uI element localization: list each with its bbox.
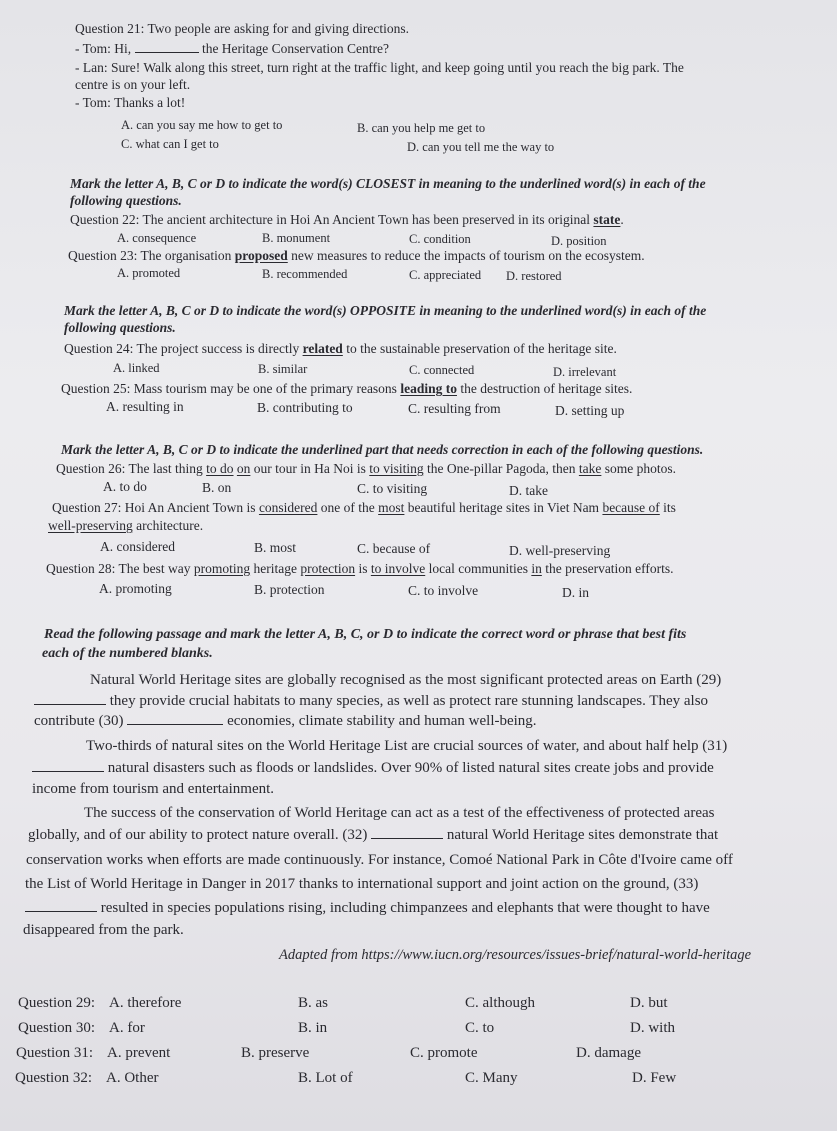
passage-line-12: disappeared from the park. bbox=[23, 922, 184, 938]
q28-option-c[interactable]: C. to involve bbox=[408, 583, 479, 598]
q29-option-a[interactable]: A. therefore bbox=[109, 995, 182, 1011]
passage-line-10: the List of World Heritage in Danger in 2017 thanks to international support and joint action on the ground, (33) bbox=[25, 876, 699, 892]
q27-t1: Question 27: Hoi An Ancient Town is bbox=[52, 500, 259, 515]
q26-t5: some photos. bbox=[601, 461, 677, 476]
q21-tom-text-a: - Tom: Hi, bbox=[75, 41, 132, 56]
blank-32 bbox=[371, 826, 443, 839]
q26-underlined-c: to visiting bbox=[369, 461, 424, 476]
q26-underlined-b: on bbox=[236, 461, 251, 476]
q22-pre: Question 22: The ancient architecture in Hoi An Ancient Town has been preserved in its original bbox=[70, 212, 594, 227]
q22-post: . bbox=[620, 212, 624, 227]
q27-option-b[interactable]: B. most bbox=[254, 540, 297, 555]
q24-option-a[interactable]: A. linked bbox=[113, 361, 160, 375]
q24-pre: Question 24: The project success is directly bbox=[64, 341, 303, 356]
q21-tom-line bbox=[75, 40, 389, 57]
q24-post: to the sustainable preservation of the heritage site. bbox=[342, 341, 617, 356]
passage-line-11 bbox=[25, 899, 710, 917]
opposite-instruction-1: Mark the letter A, B, C or D to indicate the word(s) OPPOSITE in meaning to the underlined word(s) in each of the bbox=[64, 303, 707, 318]
q26-stem bbox=[56, 461, 676, 477]
passage-line-5 bbox=[32, 759, 714, 777]
passage-source: Adapted from https://www.iucn.org/resources/issues-brief/natural-world-heritage bbox=[279, 947, 752, 963]
q27-t2: one of the bbox=[317, 500, 379, 515]
q23-option-b[interactable]: B. recommended bbox=[262, 267, 348, 281]
q27-underlined-d: well-preserving bbox=[48, 518, 133, 533]
q23-option-d[interactable]: D. restored bbox=[506, 269, 562, 283]
q26-underlined-a: to do bbox=[206, 461, 234, 476]
q23-stem bbox=[68, 248, 645, 264]
passage-line-6: income from tourism and entertainment. bbox=[32, 781, 275, 797]
q22-option-c[interactable]: C. condition bbox=[409, 232, 471, 246]
passage-line-2-text: they provide crucial habitats to many species, as well as protect rare stunning landscapes. They also bbox=[109, 693, 709, 709]
passage-line-8b: natural World Heritage sites demonstrate that bbox=[446, 827, 719, 843]
q28-option-a[interactable]: A. promoting bbox=[99, 581, 172, 596]
q22-stem bbox=[70, 212, 624, 228]
q23-option-a[interactable]: A. promoted bbox=[117, 266, 181, 280]
q24-option-d[interactable]: D. irrelevant bbox=[553, 365, 617, 379]
passage-line-5-text: natural disasters such as floods or landslides. Over 90% of listed natural sites create jobs and provide bbox=[107, 760, 714, 776]
q24-option-c[interactable]: C. connected bbox=[409, 363, 475, 377]
q21-option-b[interactable]: B. can you help me get to bbox=[357, 121, 486, 135]
q21-lan-line-1: - Lan: Sure! Walk along this street, turn right at the traffic light, and keep going until you reach the big park. The bbox=[75, 60, 684, 75]
q23-post: new measures to reduce the impacts of tourism on the ecosystem. bbox=[287, 248, 645, 263]
q29-label: Question 29: bbox=[18, 995, 96, 1011]
blank-30 bbox=[127, 712, 223, 725]
q26-t4: the One-pillar Pagoda, then bbox=[423, 461, 579, 476]
q30-option-d[interactable]: D. with bbox=[630, 1020, 675, 1036]
q26-option-d[interactable]: D. take bbox=[509, 483, 548, 498]
closest-instruction-1: Mark the letter A, B, C or D to indicate the word(s) CLOSEST in meaning to the underlined word(s) in each of the bbox=[70, 176, 706, 191]
q23-option-c[interactable]: C. appreciated bbox=[409, 268, 482, 282]
q25-underlined-phrase: leading to bbox=[400, 381, 457, 396]
passage-line-2 bbox=[34, 692, 708, 710]
q29-option-c[interactable]: C. although bbox=[465, 995, 535, 1011]
q28-t4: local communities bbox=[425, 561, 532, 576]
q21-option-c[interactable]: C. what can I get to bbox=[121, 137, 219, 151]
q22-underlined-word: state bbox=[593, 212, 621, 227]
q27-stem-1 bbox=[52, 500, 676, 516]
q28-underlined-c: to involve bbox=[370, 561, 426, 576]
q24-stem bbox=[64, 341, 617, 357]
q28-t2: heritage bbox=[250, 561, 301, 576]
q22-option-a[interactable]: A. consequence bbox=[117, 231, 197, 245]
closest-instruction-2: following questions. bbox=[70, 193, 182, 208]
q32-label: Question 32: bbox=[15, 1070, 93, 1086]
q21-tom-text-b: the Heritage Conservation Centre? bbox=[201, 41, 389, 56]
q28-t3: is bbox=[355, 561, 371, 576]
q26-t1: Question 26: The last thing bbox=[56, 461, 207, 476]
q29-option-d[interactable]: D. but bbox=[630, 995, 668, 1011]
q32-option-d[interactable]: D. Few bbox=[632, 1070, 677, 1086]
q27-option-c[interactable]: C. because of bbox=[357, 541, 431, 556]
q31-option-a[interactable]: A. prevent bbox=[107, 1045, 171, 1061]
q31-option-d[interactable]: D. damage bbox=[576, 1045, 641, 1061]
q25-post: the destruction of heritage sites. bbox=[456, 381, 633, 396]
q27-option-d[interactable]: D. well-preserving bbox=[509, 543, 611, 558]
blank-29 bbox=[34, 692, 106, 705]
opposite-instruction-2: following questions. bbox=[64, 320, 176, 335]
q25-pre: Question 25: Mass tourism may be one of the primary reasons bbox=[61, 381, 401, 396]
q21-tom-thanks: - Tom: Thanks a lot! bbox=[75, 95, 186, 110]
q21-option-a[interactable]: A. can you say me how to get to bbox=[121, 118, 283, 132]
q28-t1: Question 28: The best way bbox=[46, 561, 194, 576]
q21-option-d[interactable]: D. can you tell me the way to bbox=[407, 140, 555, 154]
q27-option-a[interactable]: A. considered bbox=[100, 539, 175, 554]
q21-stem: Question 21: Two people are asking for and giving directions. bbox=[75, 21, 409, 36]
passage-line-1: Natural World Heritage sites are globally recognised as the most significant protected areas on Earth (29) bbox=[90, 672, 722, 688]
q24-underlined-word: related bbox=[302, 341, 343, 356]
q26-t3: our tour in Ha Noi is bbox=[250, 461, 370, 476]
passage-line-9: conservation works when efforts are made continuously. For instance, Comoé National Park in Côte d'Ivoire came off bbox=[26, 852, 733, 868]
passage-line-4: Two-thirds of natural sites on the World Heritage List are crucial sources of water, and about half help (31) bbox=[86, 738, 728, 754]
q28-option-b[interactable]: B. protection bbox=[254, 582, 325, 597]
q26-option-c[interactable]: C. to visiting bbox=[357, 481, 428, 496]
q23-pre: Question 23: The organisation bbox=[68, 248, 235, 263]
q22-option-b[interactable]: B. monument bbox=[262, 231, 331, 245]
q27-underlined-b: most bbox=[378, 500, 405, 515]
q27-stem-2 bbox=[48, 518, 203, 534]
q32-option-b[interactable]: B. Lot of bbox=[298, 1070, 353, 1086]
q26-underlined-d: take bbox=[578, 461, 602, 476]
q28-underlined-a: promoting bbox=[193, 561, 251, 576]
passage-line-8a: globally, and of our ability to protect nature overall. (32) bbox=[28, 827, 368, 843]
q30-option-c[interactable]: C. to bbox=[465, 1020, 495, 1036]
q28-option-d[interactable]: D. in bbox=[562, 585, 589, 600]
q25-option-d[interactable]: D. setting up bbox=[555, 403, 625, 418]
q23-underlined-word: proposed bbox=[234, 248, 288, 263]
q25-option-c[interactable]: C. resulting from bbox=[408, 401, 501, 416]
q27-t3: beautiful heritage sites in Viet Nam bbox=[404, 500, 603, 515]
q25-stem bbox=[61, 381, 632, 397]
passage-instruction-1: Read the following passage and mark the letter A, B, C, or D to indicate the correct word or phrase that best fits bbox=[44, 627, 687, 642]
q31-label: Question 31: bbox=[16, 1045, 94, 1061]
q27-t4: its bbox=[659, 500, 676, 515]
q27-underlined-a: considered bbox=[258, 500, 318, 515]
q21-blank bbox=[135, 40, 199, 53]
q26-option-a[interactable]: A. to do bbox=[103, 479, 147, 494]
q28-underlined-b: protection bbox=[300, 561, 356, 576]
q27-t5: architecture. bbox=[132, 518, 204, 533]
passage-line-8 bbox=[28, 826, 718, 844]
q30-option-b[interactable]: B. in bbox=[298, 1020, 328, 1036]
passage-line-11-text: resulted in species populations rising, including chimpanzees and elephants that were thought to have bbox=[100, 900, 710, 916]
q22-option-d[interactable]: D. position bbox=[551, 234, 607, 248]
q29-option-b[interactable]: B. as bbox=[298, 995, 328, 1011]
q26-option-b[interactable]: B. on bbox=[202, 480, 232, 495]
q28-stem bbox=[46, 561, 674, 577]
q30-label: Question 30: bbox=[18, 1020, 96, 1036]
passage-line-3 bbox=[34, 712, 537, 730]
q28-underlined-d: in bbox=[531, 561, 542, 576]
q21-lan-line-2: centre is on your left. bbox=[75, 77, 191, 92]
q25-option-a[interactable]: A. resulting in bbox=[106, 399, 184, 414]
q32-option-c[interactable]: C. Many bbox=[465, 1070, 518, 1086]
correction-instruction: Mark the letter A, B, C or D to indicate the underlined part that needs correction in each of the following questions. bbox=[61, 442, 704, 457]
q32-option-a[interactable]: A. Other bbox=[106, 1070, 159, 1086]
q25-option-b[interactable]: B. contributing to bbox=[257, 400, 353, 415]
blank-31 bbox=[32, 759, 104, 772]
blank-33 bbox=[25, 899, 97, 912]
q24-option-b[interactable]: B. similar bbox=[258, 362, 308, 376]
q27-underlined-c: because of bbox=[602, 500, 660, 515]
q28-t5: the preservation efforts. bbox=[541, 561, 674, 576]
passage-line-7: The success of the conservation of World Heritage can act as a test of the effectiveness of protected areas bbox=[84, 805, 715, 821]
passage-line-3b: economies, climate stability and human well-being. bbox=[227, 713, 537, 729]
q30-option-a[interactable]: A. for bbox=[109, 1020, 145, 1036]
q31-option-b[interactable]: B. preserve bbox=[241, 1045, 310, 1061]
passage-line-3a: contribute (30) bbox=[34, 713, 124, 729]
passage-instruction-2: each of the numbered blanks. bbox=[42, 646, 213, 661]
q31-option-c[interactable]: C. promote bbox=[410, 1045, 478, 1061]
